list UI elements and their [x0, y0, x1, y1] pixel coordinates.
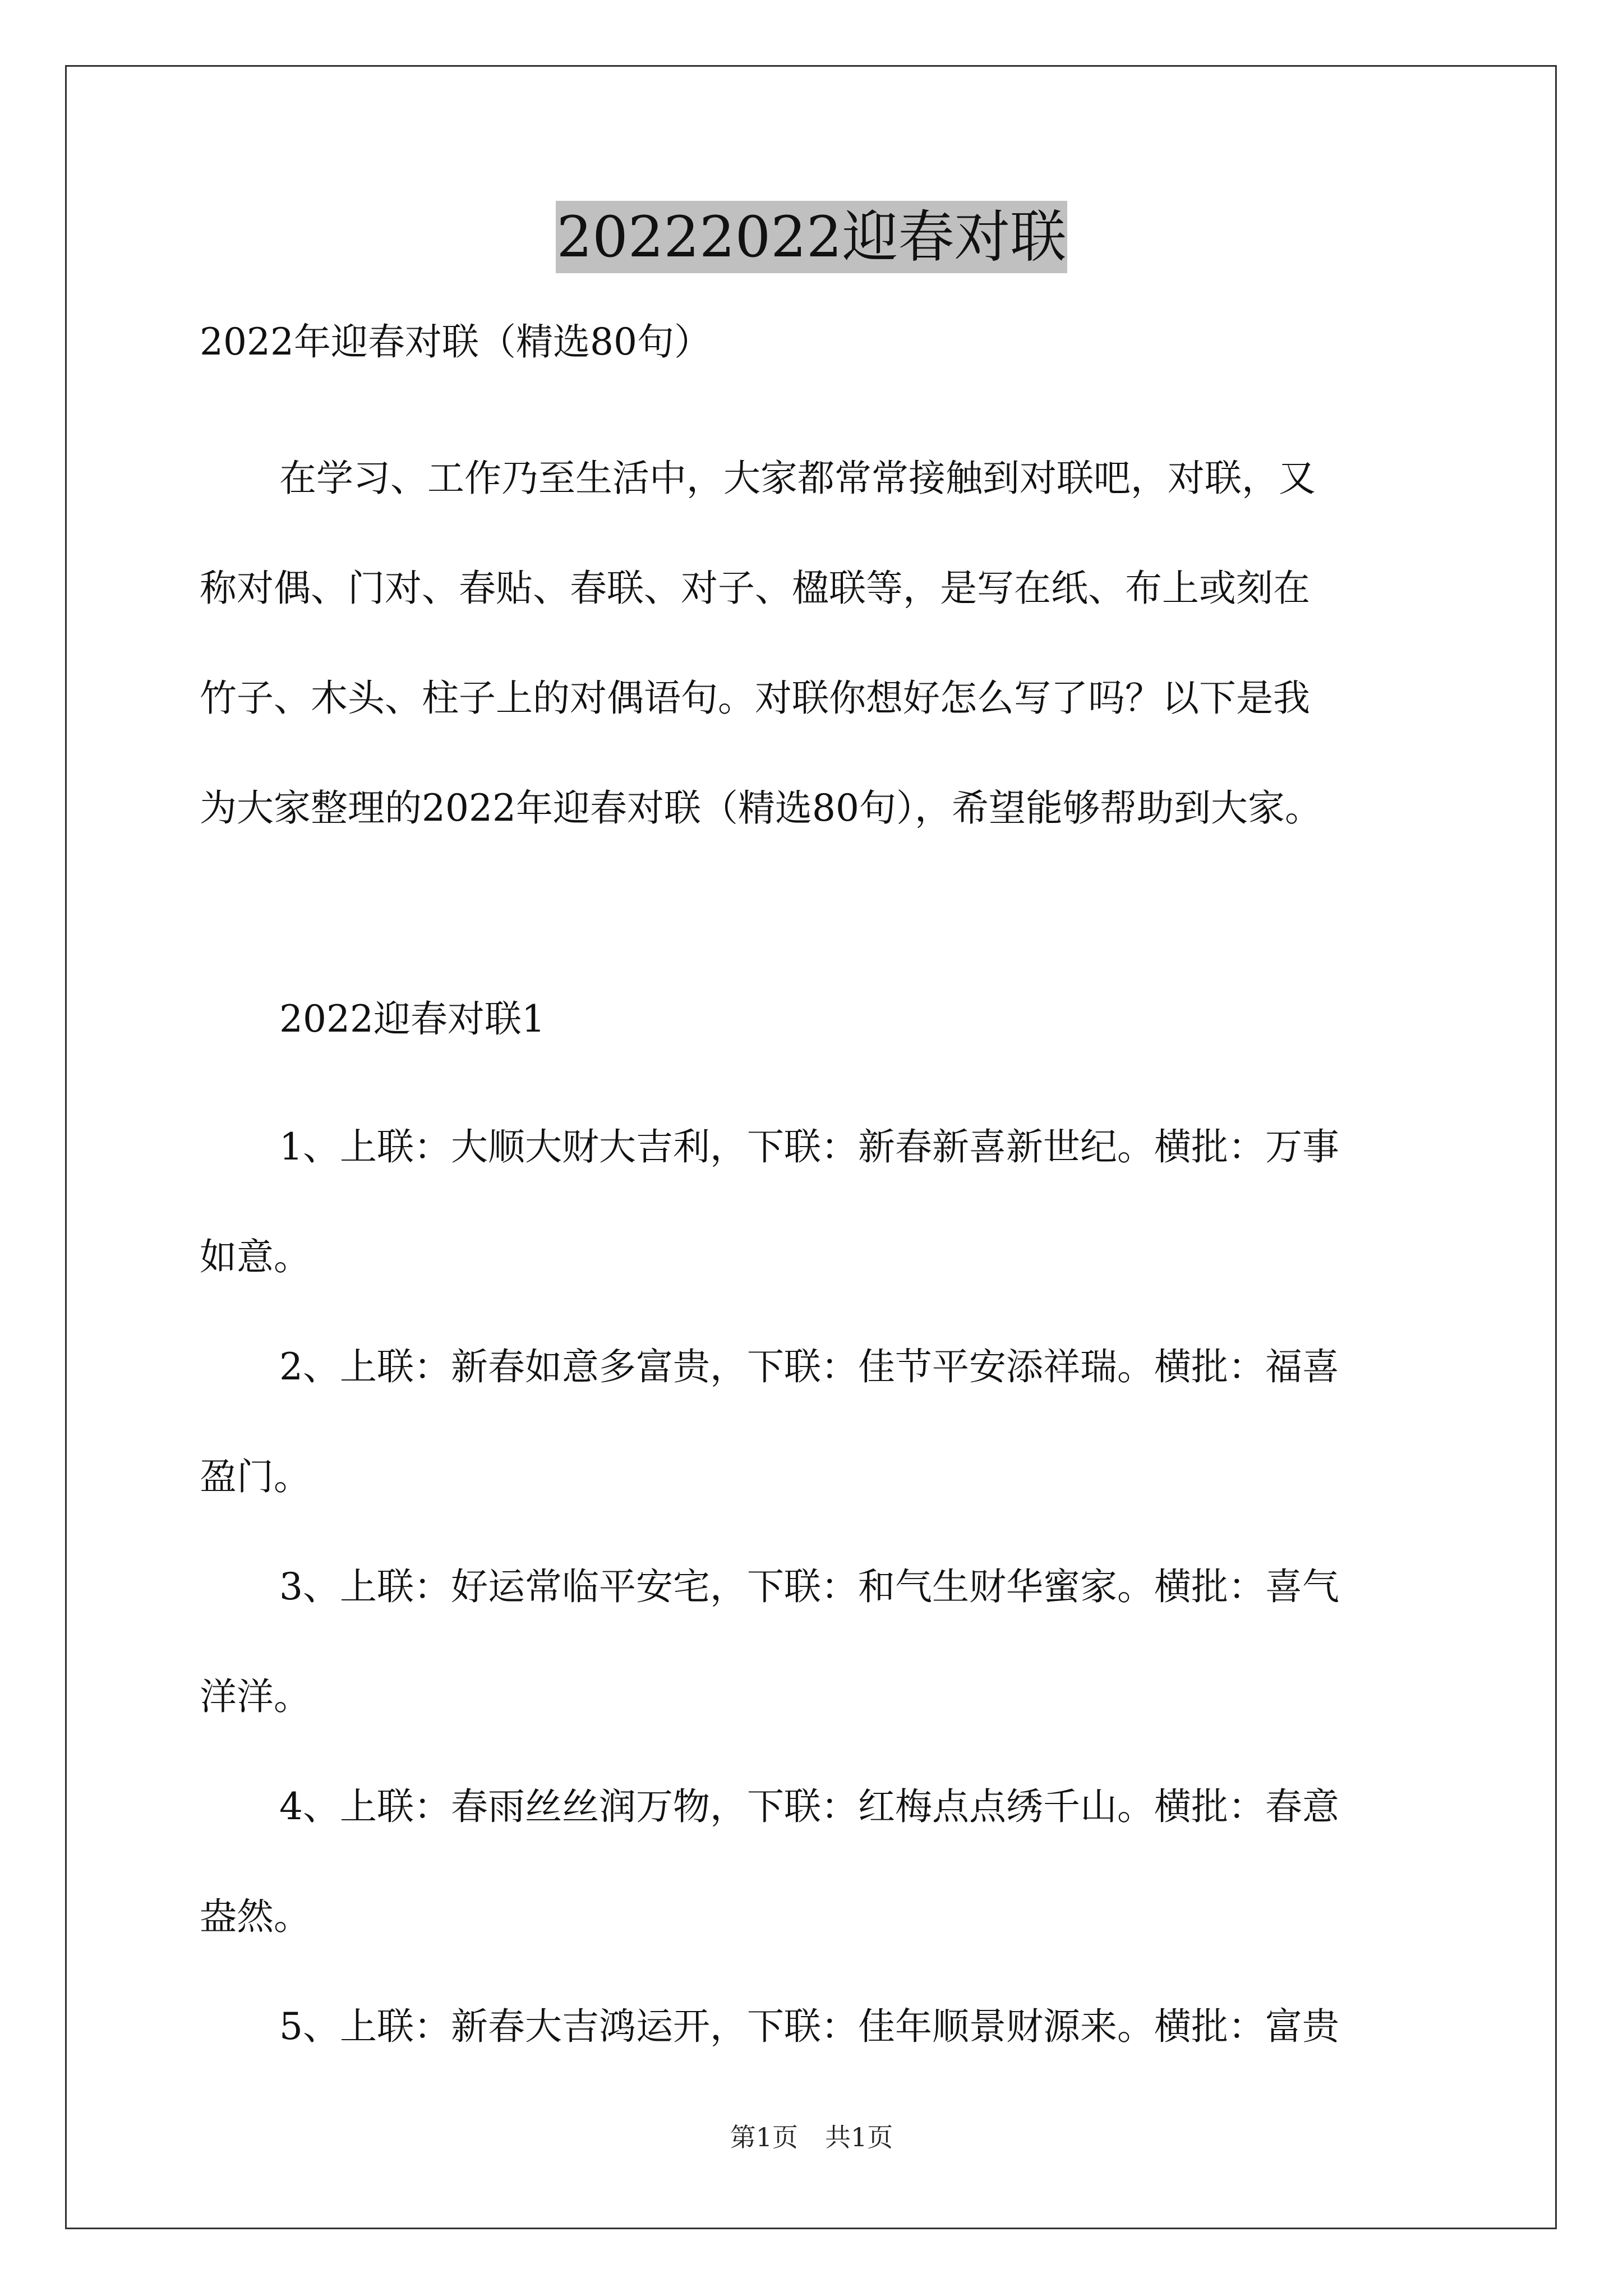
intro-line: 竹子、木头、柱子上的对偶语句。对联你想好怎么写了吗？以下是我 — [200, 677, 1310, 720]
couplet-item-line1: 5、上联：新春大吉鸿运开，下联：佳年顺景财源来。横批：富贵 — [279, 2005, 1339, 2048]
couplet-item — [200, 1972, 1429, 2082]
document-body — [200, 314, 1429, 2082]
document-title-text: 20222022迎春对联 — [556, 201, 1068, 273]
page-footer — [0, 2120, 1623, 2154]
couplet-item — [200, 1312, 1429, 1532]
couplet-item-line2: 盎然。 — [200, 1895, 311, 1938]
intro-line: 为大家整理的2022年迎春对联（精选80句），希望能够帮助到大家。 — [200, 786, 1322, 830]
couplet-item-line1: 2、上联：新春如意多富贵，下联：佳节平安添祥瑞。横批：福喜 — [279, 1345, 1339, 1388]
intro-line: 在学习、工作乃至生活中，大家都常常接触到对联吧，对联，又 — [279, 457, 1316, 500]
couplet-item-line1: 1、上联：大顺大财大吉利，下联：新春新喜新世纪。横批：万事 — [279, 1125, 1339, 1168]
couplet-item-line1: 4、上联：春雨丝丝润万物，下联：红梅点点绣千山。横批：春意 — [279, 1785, 1339, 1828]
couplet-item — [200, 1532, 1429, 1752]
couplet-item-line2: 盈门。 — [200, 1455, 311, 1498]
couplet-item — [200, 1092, 1429, 1312]
document-title — [0, 201, 1623, 274]
couplet-item — [200, 1752, 1429, 1972]
intro-paragraph — [200, 424, 1429, 863]
couplet-item-line2: 如意。 — [200, 1235, 311, 1278]
couplet-list — [200, 1092, 1429, 2082]
document-subtitle: 2022年迎春对联（精选80句） — [200, 320, 711, 364]
page-total: 共1页 — [825, 2122, 893, 2152]
section-heading: 2022迎春对联1 — [279, 997, 545, 1041]
couplet-item-line1: 3、上联：好运常临平安宅，下联：和气生财华蜜家。横批：喜气 — [279, 1565, 1339, 1608]
intro-line: 称对偶、门对、春贴、春联、对子、楹联等，是写在纸、布上或刻在 — [200, 567, 1310, 610]
page-number: 第1页 — [730, 2122, 798, 2152]
couplet-item-line2: 洋洋。 — [200, 1675, 311, 1718]
